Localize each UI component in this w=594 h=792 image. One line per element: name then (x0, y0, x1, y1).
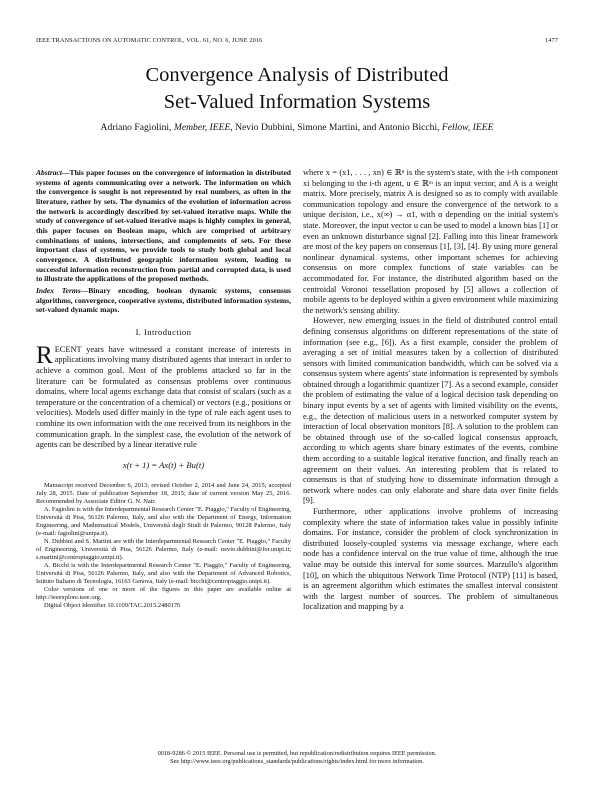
right-body (303, 168, 558, 613)
right-column (303, 168, 558, 613)
drop-cap: R (36, 341, 53, 369)
intro-paragraph-1-text: ECENT years have witnessed a constant increase of interests in applications involving many distributed agents that interact in order to achieve a common goal. Most of the problems attacked so far in the literature can be formulated as consensus problems over continuous domains, where local agents exchange data that consist of scalars (such as a temperature or the concentration of a chemical) or vectors (e.g., positions or velocities). Models used differ mainly in the type of rule each agent uses to combine its own information with the one received from its neighbors in the communication graph. In the simplest case, the evolution of the network of agents can be described by a linear iterative rule (36, 344, 291, 450)
last-author-role: Fellow, IEEE (441, 122, 494, 133)
index-terms (36, 286, 291, 315)
paper-title (40, 62, 554, 116)
copyright-footer (36, 750, 558, 766)
right-paragraph-3: Furthermore, other applications involve problems of increasing complexity where the state of information takes value in possibly infinite domains. For instance, consider the problem of clock synchronization in distributed loosely-coupled systems via message exchange, where each node has a confidence interval on the true value of time, although the true value may be outside this interval for some sources. Marzullo's algorithm [10], on which the ubiquitous Network Time Protocol (NTP) [11] is based, is an agreement algorithm which estimates the smallest interval consistent with the largest number of sources. The problem of simultaneous localization and mapping by a (303, 507, 558, 612)
footnote-received: Manuscript received December 6, 2013; revised October 2, 2014 and June 24, 2015; accepted July 28, 2015. Date of publication September 18, 2015; date of current version May 25, 2016. Recommended by Associate Editor G. N. Nair. (36, 481, 291, 505)
author-list (40, 122, 554, 133)
intro-body (36, 341, 291, 451)
equation: x(t + 1) = Ax(t) + Bu(t) (122, 459, 205, 470)
right-paragraph-1: where x = (x1, . . . , xn) ∈ ℝⁿ is the system's state, with the i-th component xi belonging to the i-th agent, u ∈ ℝᵐ is an input vector, and A is a weight matrix. More precisely, matrix A is designed so as to comply with available communication topology and ensure the convergence of the network to a unique decision, i.e., x(∞) → α1, with α depending on the initial system's state. Moreover, the input vector u can be used to model a known bias [1] or even an unknown disturbance signal [2]. Falling into this linear framework are most of the key papers on consensus [1], [3], [4]. By using more general nonlinear dynamical systems, other important schemes for achieving consensus on more complex functions of state variables can be accommodated for. For instance, the distributed algorithm based on the centroidal Voronoi tessellation proposed by [5] allows a collection of mobile agents to be deployed within a given environment while maximizing the network's sensing ability. (303, 168, 558, 315)
intro-paragraph-1 (36, 341, 291, 451)
footnote-doi: Digital Object Identifier 10.1109/TAC.2015.2480176 (44, 602, 181, 610)
running-header (36, 37, 558, 47)
section-heading: I. Introduction (135, 326, 192, 337)
index-terms-label: Index Terms (36, 285, 81, 295)
author-1-role: Member, IEEE (173, 122, 231, 133)
footnote-dubbini-martini: N. Dubbini and S. Martini are with the Interdepartmental Research Center "E. Piaggio," Faculty of Engineering, Università di Pisa, 56126 Palermo, Italy (e-mail: nevio.dubbini@for.unipi.it; s.martini@centropiaggio.unipi.it). (36, 538, 291, 562)
other-authors: , Nevio Dubbini, Simone Martini, and Antonio Bicchi, (230, 122, 440, 133)
footnote-fagiolini: A. Fagiolini is with the Interdepartmental Research Center "E. Piaggio," Faculty of Engineering, Università di Pisa, 56126 Palermo, Italy, and also with the Department of Energy, Information Engineering, and Mathematical Models, Università degli Studi di Palermo, 90128 Palermo, Italy (e-mail: fagiolini@unipa.it). (36, 505, 291, 538)
right-paragraph-2: However, new emerging issues in the field of distributed control entail defining consensus algorithms on different representations of the state of information (see e.g., [6]). As a first example, consider the problem of averaging a set of initial measures taken by a collection of distributed sensors with limited communication bandwidth, which can be solved via a consensus system where agents' state information is represented by symbols obtained through a logarithmic quantizer [7]. As a second example, consider the problem of estimating the value of a logical decision task depending on binary input events by a set of agents with limited visibility on the events, e.g., the detection of malicious users in a networked computer system by interaction of local observation monitors [8]. A solution to the problem can be obtained through use of the so-called logical consensus approach, according to which agents share binary estimates of the events, combine them according to a suitable logical iterative function, and finally reach an agreement on their values. An interesting problem that is related to consensus is that of studying how to disseminate information through a network where nodes can only elaborate and share data over finite fields [9]. (303, 316, 558, 506)
page-number: 1477 (545, 37, 558, 44)
copyright-line-2: See http://www.ieee.org/publications_standards/publications/rights/index.html for more information. (170, 758, 424, 765)
author-1: Adriano Fagiolini, (100, 122, 172, 133)
title-line-2: Set-Valued Information Systems (163, 91, 431, 113)
index-terms-text: —Binary encoding, boolean dynamic systems, consensus algorithms, convergence, cooperative systems, distributed information systems, set-valued dynamic maps. (36, 285, 291, 315)
abstract-text: —This paper focuses on the convergence of information in distributed systems of agents communicating over a network. The information on which the convergence is sought is not represented by real numbers, as often in the literature, rather by sets. The dynamics of the evolution of information across the network is accordingly described by set-valued iterative maps. While the study of convergence of set-valued iterative maps is highly complex in general, this paper focuses on Boolean maps, which are comprised of arbitrary combinations of unions, intersections, and complements of sets. For these important class of systems, we provide tools to study both global and local convergence. A distributed geographic information system, leading to successful information reconstruction from partial and corrupted data, is used to illustrate the applications of the proposed methods. (36, 168, 291, 284)
journal-info: IEEE TRANSACTIONS ON AUTOMATIC CONTROL, VOL. 61, NO. 6, JUNE 2016 (36, 37, 263, 44)
abstract-label: Abstract (36, 168, 62, 177)
title-line-1: Convergence Analysis of Distributed (145, 64, 449, 86)
footnotes (36, 482, 291, 611)
copyright-line-1: 0018-9286 © 2015 IEEE. Personal use is permitted, but republication/redistribution requires IEEE permission. (157, 750, 437, 757)
footnote-bicchi: A. Bicchi is with the Interdepartmental Research Center "E. Piaggio," Faculty of Engineering, Università di Pisa, 56126 Palermo, Italy, and also with the Department of Advanced Robotics, Istituto Italiano di Tecnologia, 16163 Genova, Italy (e-mail: bicchi@centropiaggio.unipi.it). (36, 562, 291, 586)
left-column (36, 168, 291, 611)
footnote-color: Color versions of one or more of the figures in this paper are available online at http://ieeexplore.ieee.org. (36, 586, 291, 602)
abstract (36, 168, 291, 284)
